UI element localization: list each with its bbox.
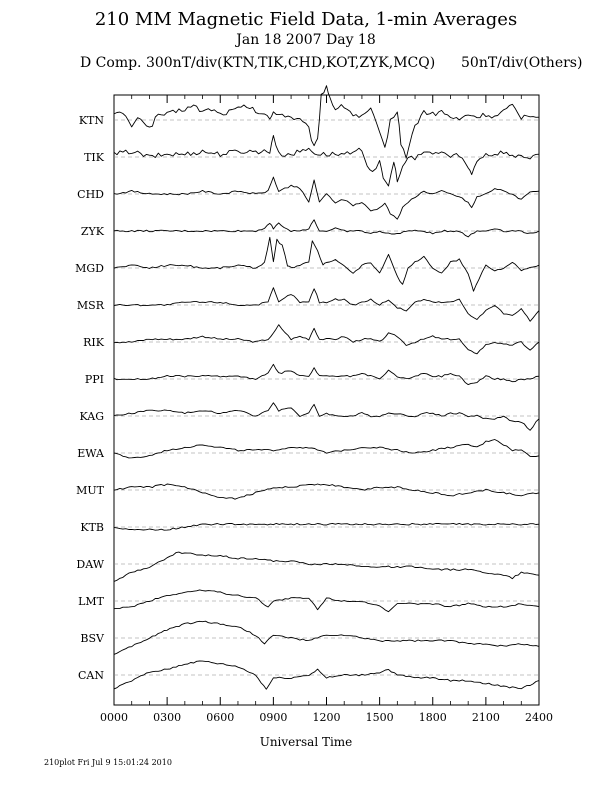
station-label-mut: MUT [76,484,104,497]
trace-zyk [114,220,539,237]
x-tick-label: 2400 [525,711,553,724]
trace-chd [114,177,539,219]
chart-date: Jan 18 2007 Day 18 [236,32,376,48]
station-label-daw: DAW [76,558,104,571]
scale-note-component: D Comp. 300nT/div(KTN,TIK,CHD,KOT,ZYK,MCQ) [80,55,436,71]
station-label-ewa: EWA [77,447,104,460]
x-tick-label: 0600 [206,711,235,724]
trace-kag [114,403,539,431]
x-tick-label: 0900 [259,711,288,724]
station-label-bsv: BSV [80,632,104,645]
x-tick-label: 0300 [153,711,182,724]
trace-rik [114,325,539,354]
x-axis-label: Universal Time [259,735,353,749]
plot-frame [114,95,539,705]
station-label-ktb: KTB [80,521,104,534]
trace-ewa [114,440,539,458]
station-label-tik: TIK [84,151,104,164]
trace-daw [114,552,539,581]
station-label-can: CAN [78,669,104,682]
x-tick-label: 2100 [471,711,500,724]
station-labels [75,114,105,682]
station-label-kag: KAG [79,410,104,423]
station-label-msr: MSR [76,299,104,312]
x-tick-label: 1800 [418,711,447,724]
x-tick-label: 1200 [312,711,341,724]
station-label-ktn: KTN [78,114,104,127]
trace-tik [114,136,539,187]
trace-ppi [114,364,539,384]
x-tick-label: 1500 [365,711,394,724]
station-label-mgd: MGD [75,262,104,275]
x-tick-label: 0000 [100,711,128,724]
station-traces [114,86,539,690]
station-baselines [114,120,539,675]
plot-footer: 210plot Fri Jul 9 15:01:24 2010 [44,758,172,767]
station-label-rik: RIK [83,336,104,349]
station-label-lmt: LMT [78,595,104,608]
trace-mut [114,484,539,499]
chart-title: 210 MM Magnetic Field Data, 1-min Averages [94,9,518,30]
trace-mgd [114,237,539,291]
station-label-zyk: ZYK [80,225,104,238]
trace-msr [114,288,539,322]
scale-note-others: 50nT/div(Others) [461,55,583,71]
station-label-chd: CHD [77,188,104,201]
station-label-ppi: PPI [84,373,104,386]
